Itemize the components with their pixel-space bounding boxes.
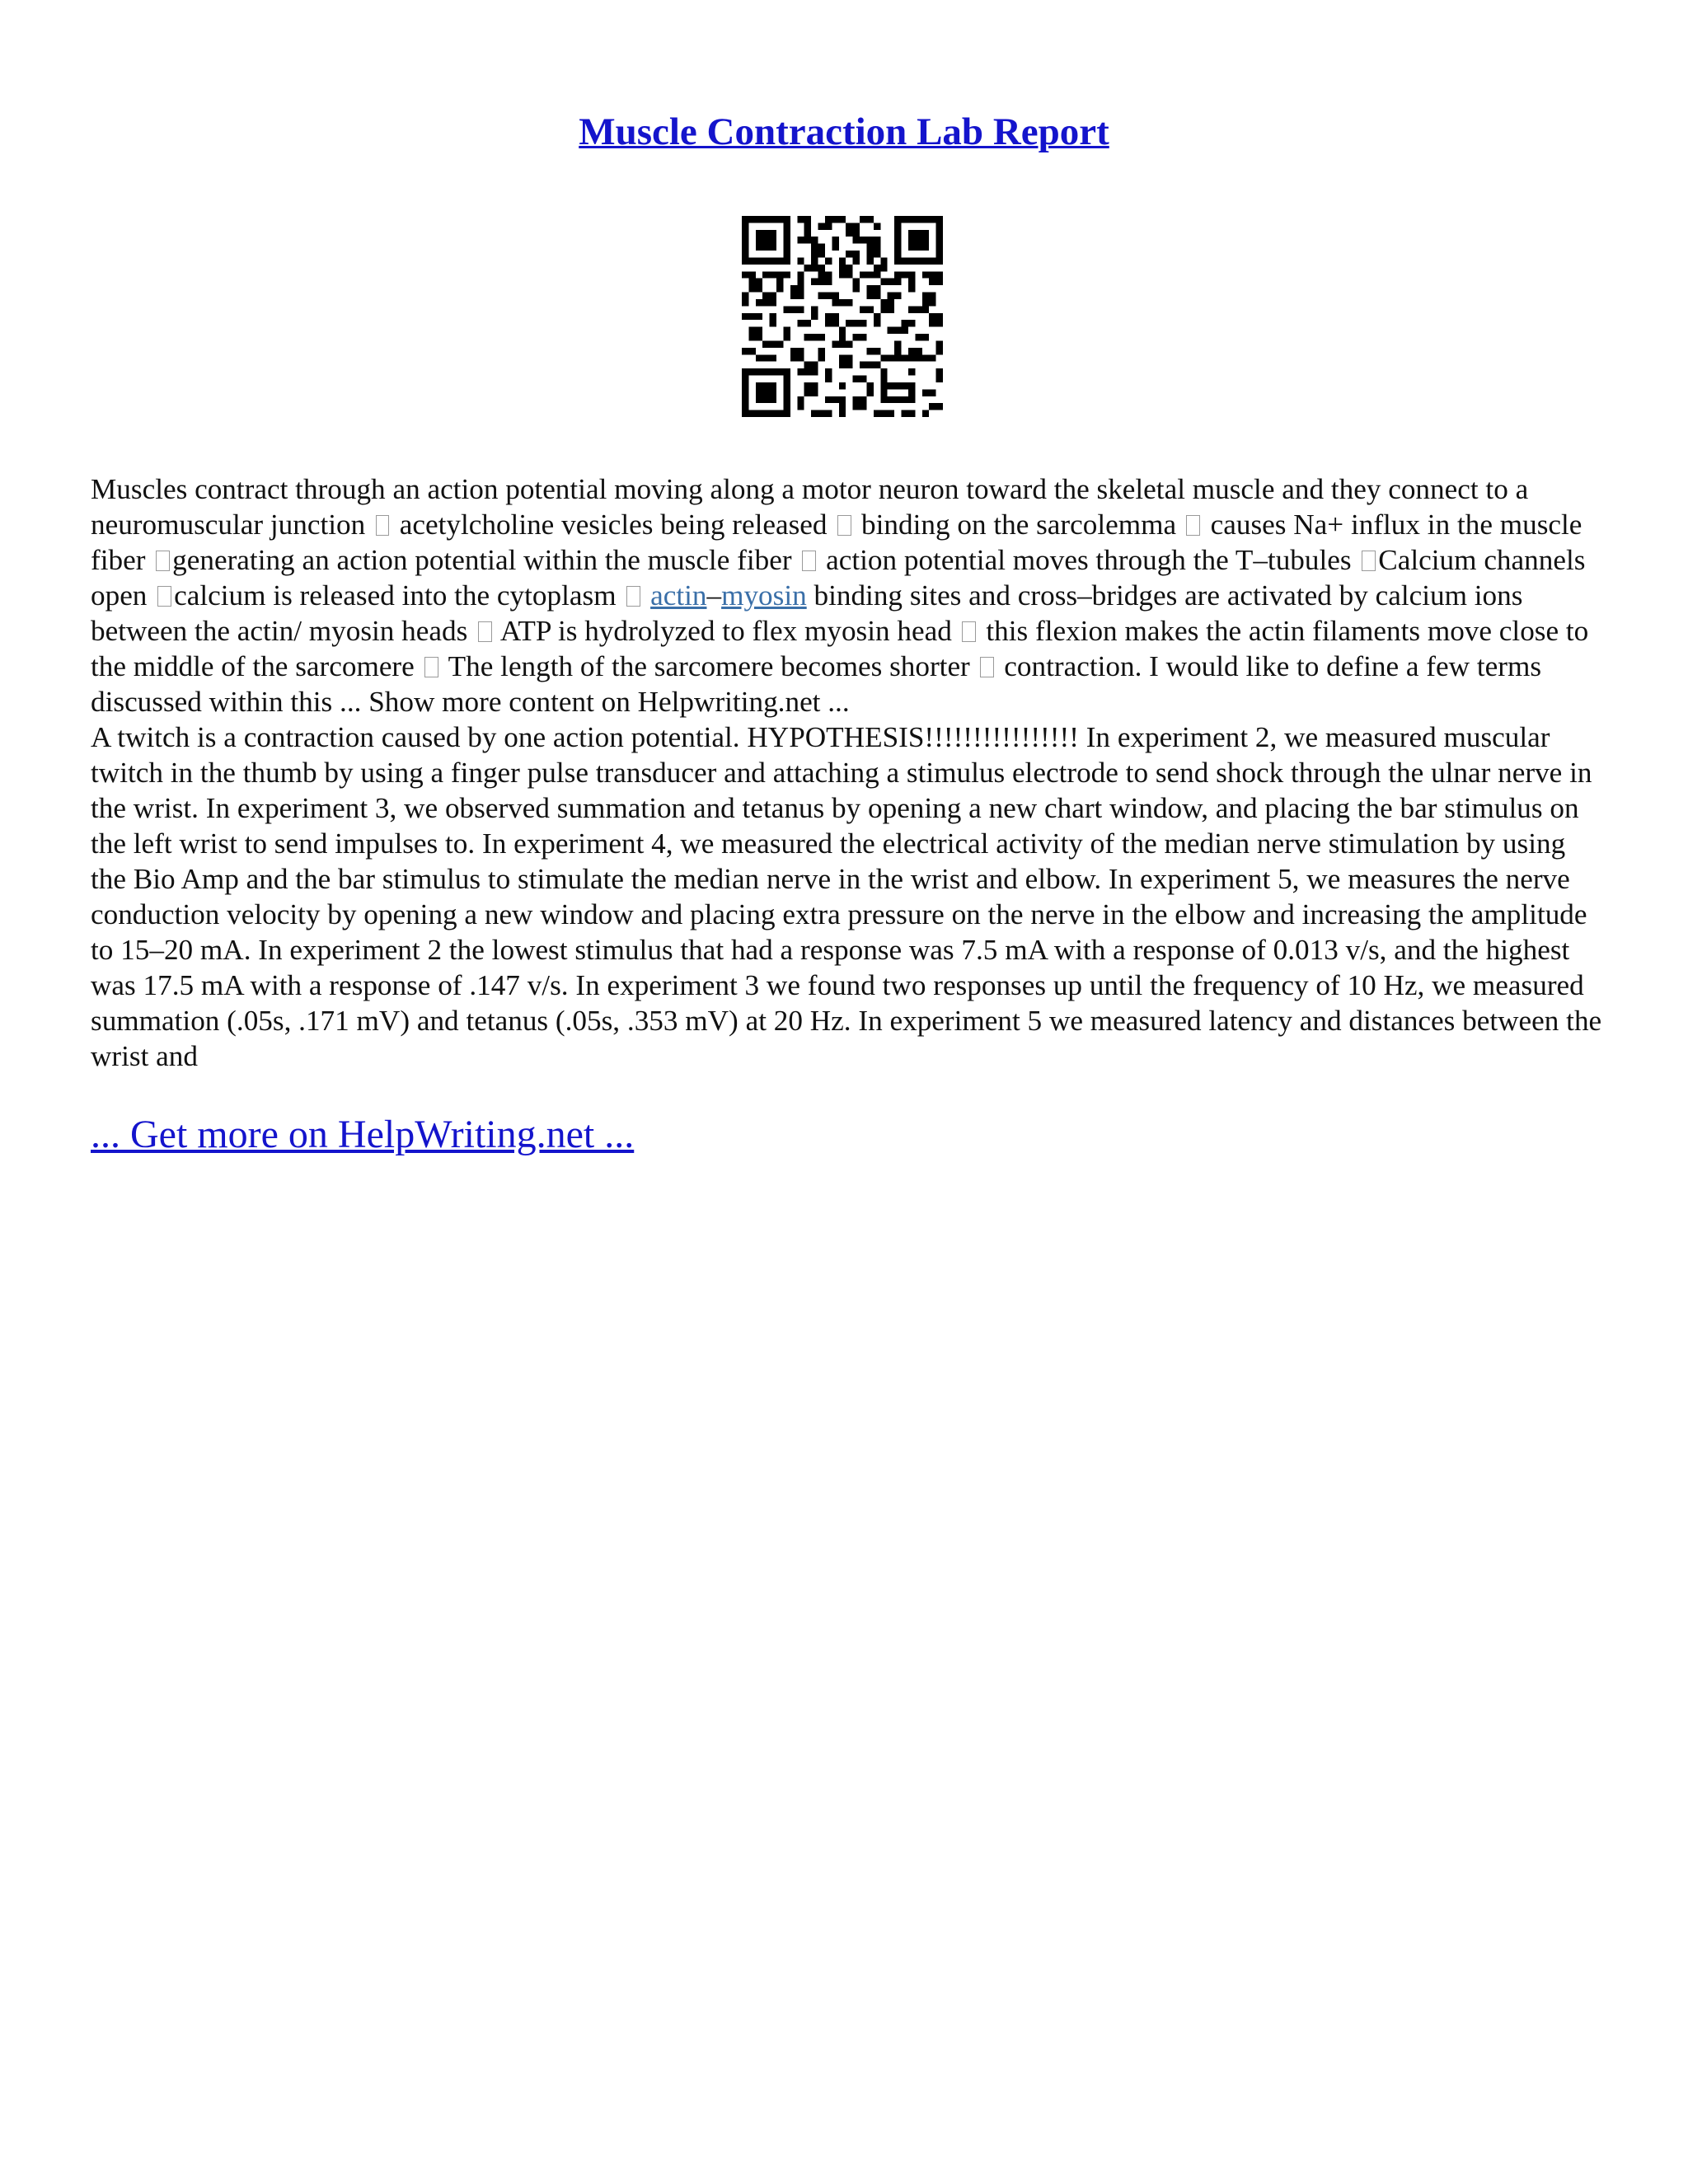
document-title — [0, 105, 1688, 158]
paragraph-mechanism: Muscles contract through an action potential moving along a motor neuron toward the skeletal muscle and they connect to a neuromuscular junction acetylcholine vesicles being released binding on the sarcolemma causes Na+ influx in the muscle fiber generating an action potential within the muscle fiber action potential moves through the T–tubules Calcium channels open calcium is released into the cytoplasm actin–myosin binding sites and cross–bridges are activated by calcium ions between the actin/ myosin heads ATP is hydrolyzed to flex myosin head this flexion makes the actin filaments move close to the middle of the sarcomere The length of the sarcomere becomes shorter contraction. I would like to define a few terms discussed within this ... Show more content on Helpwriting.net ... — [91, 473, 1589, 718]
get-more-link[interactable]: ... Get more on HelpWriting.net ... — [91, 1113, 635, 1156]
missing-glyph-icon — [376, 515, 390, 536]
missing-glyph-icon — [626, 586, 640, 607]
missing-glyph-icon — [1186, 515, 1200, 536]
article-body — [91, 471, 1607, 1074]
missing-glyph-icon — [837, 515, 851, 536]
missing-glyph-icon — [980, 657, 994, 677]
missing-glyph-icon — [962, 621, 976, 642]
missing-glyph-icon — [157, 586, 171, 607]
title-link[interactable]: Muscle Contraction Lab Report — [579, 110, 1109, 153]
paragraph-experiments: A twitch is a contraction caused by one action potential. HYPOTHESIS!!!!!!!!!!!!!!!! In experiment 2, we measured muscular twitch in the thumb by using a finger pulse transducer and attaching a stimulus electrode to send shock through the ulnar nerve in the wrist. In experiment 3, we observed summation and tetanus by opening a new chart window, and placing the bar stimulus on the left wrist to send impulses to. In experiment 4, we measured the electrical activity of the median nerve stimulation by using the Bio Amp and the bar stimulus to stimulate the median nerve in the wrist and elbow. In experiment 5, we measures the nerve conduction velocity by opening a new window and placing extra pressure on the nerve in the elbow and increasing the amplitude to 15–20 mA. In experiment 2 the lowest stimulus that had a response was 7.5 mA with a response of 0.013 v/s, and the highest was 17.5 mA with a response of .147 v/s. In experiment 3 we found two responses up until the frequency of 10 Hz, we measured summation (.05s, .171 mV) and tetanus (.05s, .353 mV) at 20 Hz. In experiment 5 we measured latency and distances between the wrist and — [91, 721, 1602, 1072]
missing-glyph-icon — [802, 551, 816, 571]
actin-link[interactable]: actin — [650, 579, 707, 612]
missing-glyph-icon — [156, 551, 170, 571]
missing-glyph-icon — [424, 657, 438, 677]
missing-glyph-icon — [478, 621, 492, 642]
myosin-link[interactable]: myosin — [721, 579, 807, 612]
qr-code-icon — [742, 216, 943, 417]
more-link-container — [91, 1108, 634, 1161]
missing-glyph-icon — [1362, 551, 1376, 571]
